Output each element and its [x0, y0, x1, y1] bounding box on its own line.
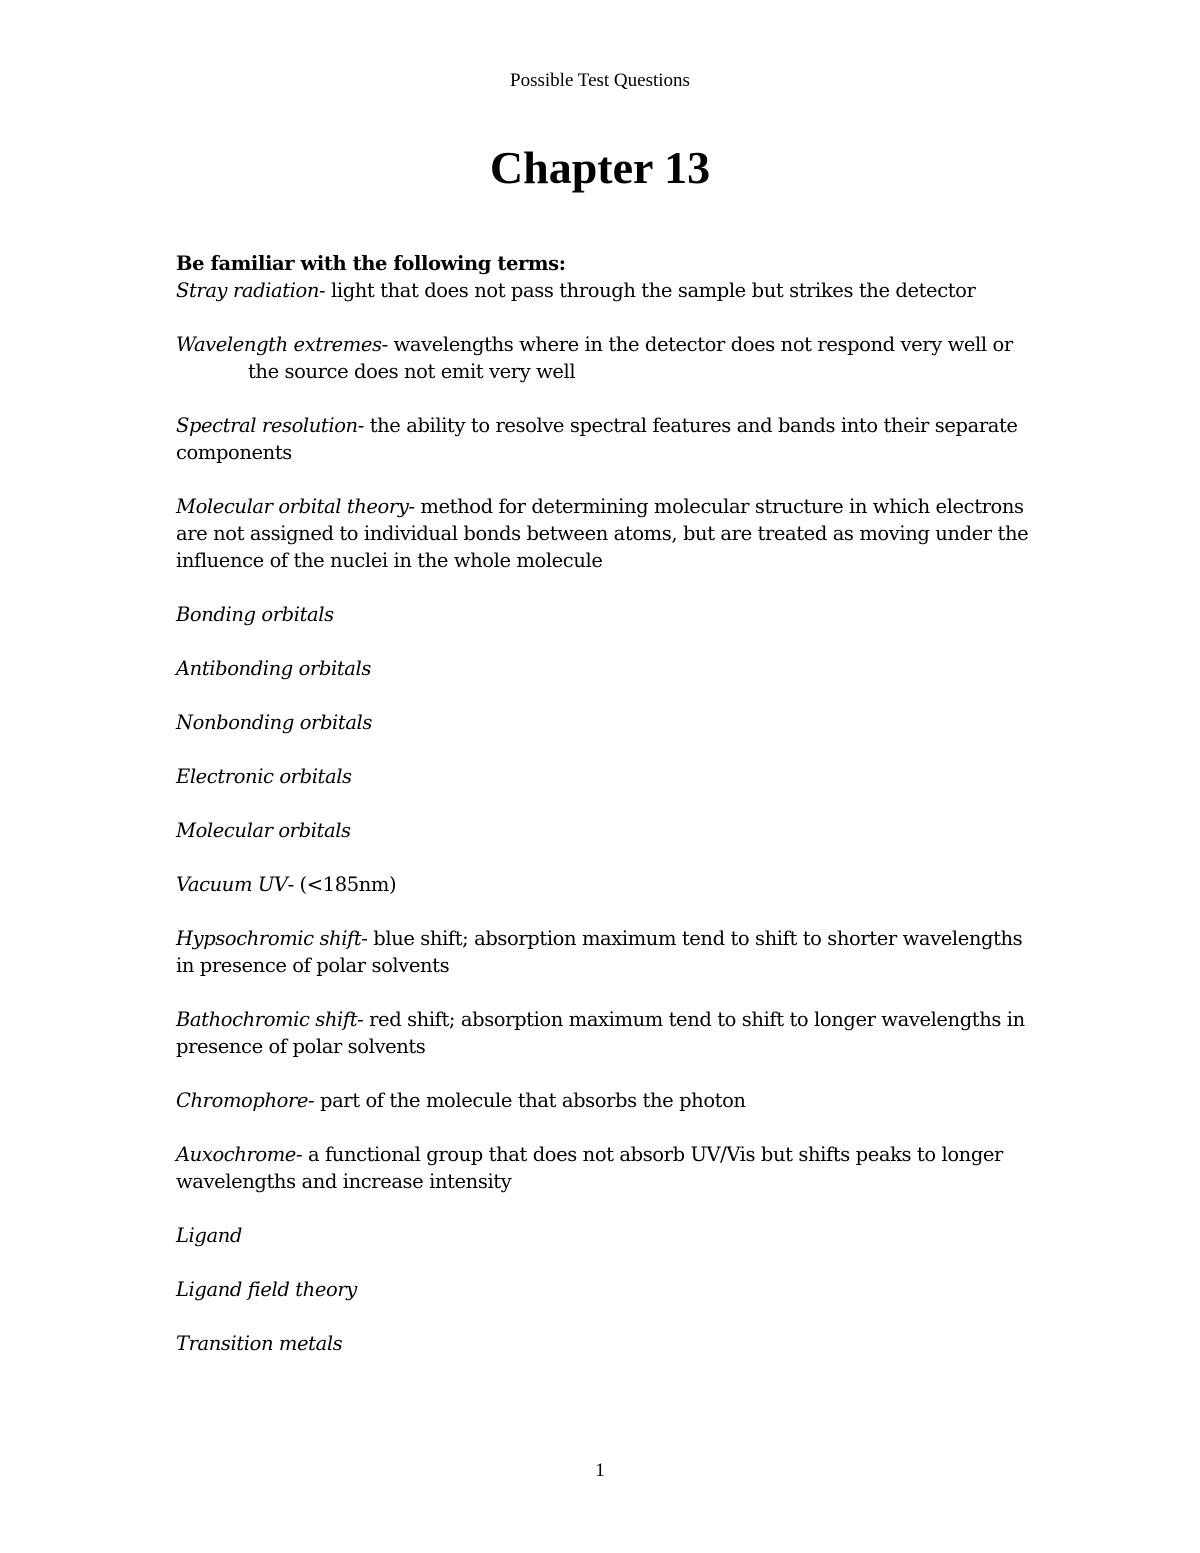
term-item: [176, 925, 1036, 979]
term-item: [176, 817, 1036, 844]
term-definition: - (<185nm): [287, 873, 397, 896]
term-name: Transition metals: [176, 1332, 343, 1355]
term-definition: - blue shift; absorption maximum tend to shift to shorter wavelengths in presence of polar solvents: [176, 927, 1023, 977]
term-name: Stray radiation: [176, 279, 320, 302]
term-item: [176, 493, 1036, 574]
term-item: [176, 709, 1036, 736]
term-name: Molecular orbitals: [176, 819, 351, 842]
term-definition: - wavelengths where in the detector does not respond very well or: [381, 333, 1013, 356]
term-definition-continuation: the source does not emit very well: [248, 360, 576, 383]
term-definition: - method for determining molecular structure in which electrons are not assigned to individual bonds between atoms, but are treated as moving under the influence of the nuclei in the whole molecule: [176, 495, 1029, 572]
term-item: [176, 655, 1036, 682]
page-header: Possible Test Questions: [510, 70, 690, 91]
term-item: [176, 1222, 1036, 1249]
term-item: [176, 331, 1036, 385]
document-body: [176, 250, 1036, 1384]
term-definition: - part of the molecule that absorbs the photon: [308, 1089, 746, 1112]
term-name: Vacuum UV: [176, 873, 288, 896]
term-name: Ligand field theory: [176, 1278, 357, 1301]
term-name: Antibonding orbitals: [176, 657, 371, 680]
term-name: Wavelength extremes: [176, 333, 382, 356]
intro-heading: Be familiar with the following terms:: [176, 252, 566, 275]
term-item: [176, 1276, 1036, 1303]
term-name: Chromophore: [176, 1089, 309, 1112]
term-definition: - red shift; absorption maximum tend to shift to longer wavelengths in presence of polar solvents: [176, 1008, 1025, 1058]
term-item: [176, 1006, 1036, 1060]
term-item: [176, 763, 1036, 790]
term-name: Bathochromic shift: [176, 1008, 358, 1031]
term-definition: - a functional group that does not absorb UV/Vis but shifts peaks to longer wavelengths and increase intensity: [176, 1143, 1003, 1193]
term-item: [176, 601, 1036, 628]
term-item: [176, 1330, 1036, 1357]
term-name: Nonbonding orbitals: [176, 711, 372, 734]
term-item: [176, 1087, 1036, 1114]
term-name: Bonding orbitals: [176, 603, 334, 626]
term-definition: - the ability to resolve spectral features and bands into their separate components: [176, 414, 1018, 464]
term-name: Auxochrome: [176, 1143, 296, 1166]
term-name: Molecular orbital theory: [176, 495, 409, 518]
term-name: Electronic orbitals: [176, 765, 352, 788]
term-name: Ligand: [176, 1224, 242, 1247]
term-item: [176, 277, 1036, 304]
term-item: [176, 871, 1036, 898]
term-name: Spectral resolution: [176, 414, 358, 437]
term-name: Hypsochromic shift: [176, 927, 362, 950]
page-number: 1: [595, 1460, 605, 1481]
term-item: [176, 412, 1036, 466]
term-list: [176, 277, 1036, 1357]
term-item: [176, 1141, 1036, 1195]
term-definition: - light that does not pass through the sample but strikes the detector: [319, 279, 976, 302]
page-title: Chapter 13: [489, 142, 711, 193]
